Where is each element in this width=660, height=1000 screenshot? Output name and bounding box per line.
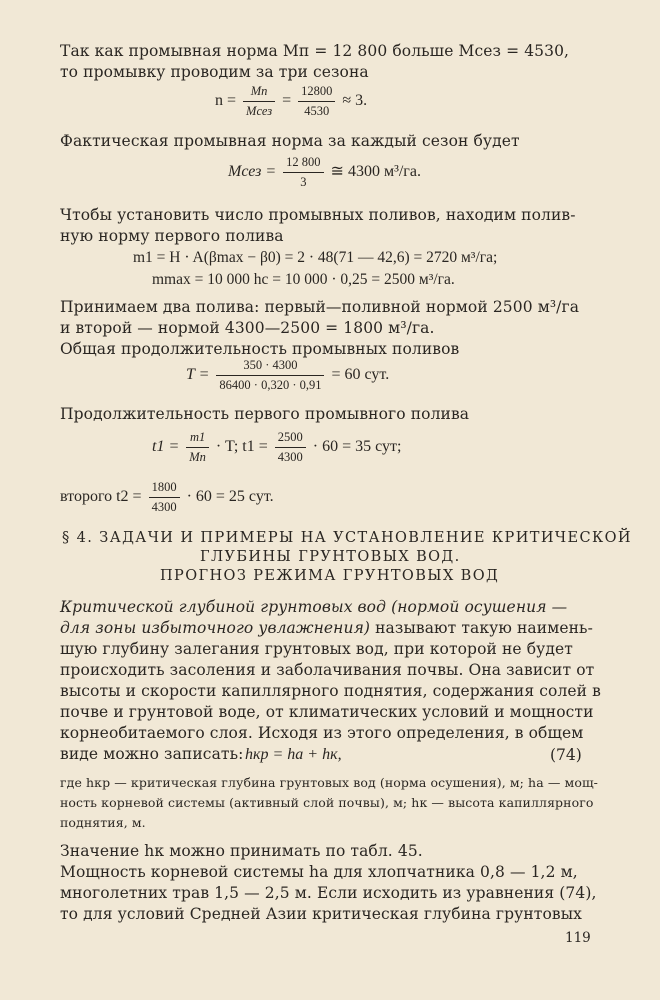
eq-part: второго t2 =: [60, 488, 142, 506]
frac-num: 1800: [149, 480, 180, 498]
text-line: ную норму первого полива: [60, 227, 284, 245]
frac-den: 4530: [304, 104, 330, 118]
footnote-line: поднятия, м.: [60, 815, 146, 830]
eq-part: Mсез =: [228, 163, 277, 181]
eq-part: t1 =: [152, 438, 180, 456]
text-line: то для условий Средней Азии критическая глубина грунтовых: [60, 905, 582, 923]
frac-den: 3: [300, 175, 307, 189]
eq-part: = 60 сут.: [331, 366, 390, 384]
text-line: Продолжительность первого промывного полива: [60, 405, 470, 423]
frac-den: 4300: [151, 500, 177, 514]
fraction: [283, 155, 323, 190]
text-line: происходить засоления и заболачивания почвы. Она зависит от: [60, 661, 595, 679]
text-line: Значение hк можно принимать по табл. 45.: [60, 842, 423, 860]
text-line: шую глубину залегания грунтовых вод, при которой не будет: [60, 640, 573, 658]
definition-term: для зоны избыточного увлажнения): [60, 619, 371, 637]
text-line: корнеобитаемого слоя. Исходя из этого определения, в общем: [60, 724, 584, 742]
equation-mses: [228, 155, 421, 190]
frac-num: 2500: [275, 430, 306, 448]
eq-part: =: [282, 92, 292, 110]
eq-part: · T; t1 =: [215, 438, 268, 456]
text-line: Мощность корневой системы hа для хлопчатника 0,8 — 1,2 м,: [60, 863, 578, 881]
equation-T: [186, 358, 389, 393]
definition-text: называют такую наимень-: [370, 619, 593, 637]
frac-num: 350 · 4300: [216, 358, 324, 376]
fraction: [216, 358, 324, 393]
text-line: высоты и скорости капиллярного поднятия, содержания солей в: [60, 682, 601, 700]
definition-line: [60, 619, 593, 637]
section-heading: § 4. ЗАДАЧИ И ПРИМЕРЫ НА УСТАНОВЛЕНИЕ КРИТИЧЕСКОЙ: [62, 530, 632, 546]
frac-num: Mп: [243, 84, 275, 102]
eq-part: · 60 = 25 сут.: [186, 488, 274, 506]
text-line: Принимаем два полива: первый—поливной нормой 2500 м³/га: [60, 298, 580, 316]
text-line: Общая продолжительность промывных поливов: [60, 340, 460, 358]
section-heading: ГЛУБИНЫ ГРУНТОВЫХ ВОД.: [200, 549, 461, 565]
frac-num: 12800: [298, 84, 335, 102]
section-heading: ПРОГНОЗ РЕЖИМА ГРУНТОВЫХ ВОД: [160, 568, 500, 584]
footnote-line: где hкр — критическая глубина грунтовых вод (норма осушения), м; hа — мощ-: [60, 775, 598, 790]
equation-74: hкр = hа + hк,: [245, 746, 342, 763]
frac-den: Mп: [189, 450, 206, 464]
text-line: многолетних трав 1,5 — 2,5 м. Если исходить из уравнения (74),: [60, 884, 597, 902]
frac-den: 4300: [277, 450, 303, 464]
equation-n: [215, 84, 367, 119]
text-line: и второй — нормой 4300—2500 = 1800 м³/га.: [60, 319, 435, 337]
eq-part: ≈ 3.: [342, 92, 368, 110]
eq-part: n =: [215, 92, 237, 110]
fraction: [186, 430, 209, 465]
page-number: 119: [565, 930, 591, 946]
frac-num: 12 800: [283, 155, 323, 173]
eq-part: T =: [186, 366, 210, 384]
fraction: [275, 430, 306, 465]
equation-number: (74): [550, 746, 582, 764]
text-line: Фактическая промывная норма за каждый сезон будет: [60, 132, 520, 150]
equation-t1: [152, 430, 401, 465]
text-line: виде можно записать:: [60, 745, 244, 763]
text-line: Так как промывная норма Mп = 12 800 больше Mсез = 4530,: [60, 42, 570, 60]
eq-part: ≅ 4300 м³/га.: [330, 163, 421, 181]
eq-part: · 60 = 35 сут;: [312, 438, 402, 456]
fraction: [149, 480, 180, 515]
frac-num: m1: [186, 430, 209, 448]
definition-line: Критической глубиной грунтовых вод (нормой осушения —: [60, 598, 568, 616]
text-line: почве и грунтовой воде, от климатических условий и мощности: [60, 703, 594, 721]
text-line: то промывку проводим за три сезона: [60, 63, 369, 81]
equation-t2: [60, 480, 274, 515]
equation-mmax: mmax = 10 000 hc = 10 000 · 0,25 = 2500 м³/га.: [152, 271, 455, 288]
footnote-line: ность корневой системы (активный слой почвы), м; hк — высота капиллярного: [60, 795, 594, 810]
fraction: [243, 84, 275, 119]
frac-den: Mсез: [246, 104, 273, 118]
equation-m1: m1 = H · A(βmax − β0) = 2 · 48(71 — 42,6) = 2720 м³/га;: [133, 249, 498, 266]
fraction: [298, 84, 335, 119]
frac-den: 86400 · 0,320 · 0,91: [219, 378, 322, 392]
text-line: Чтобы установить число промывных поливов, находим полив-: [60, 206, 576, 224]
